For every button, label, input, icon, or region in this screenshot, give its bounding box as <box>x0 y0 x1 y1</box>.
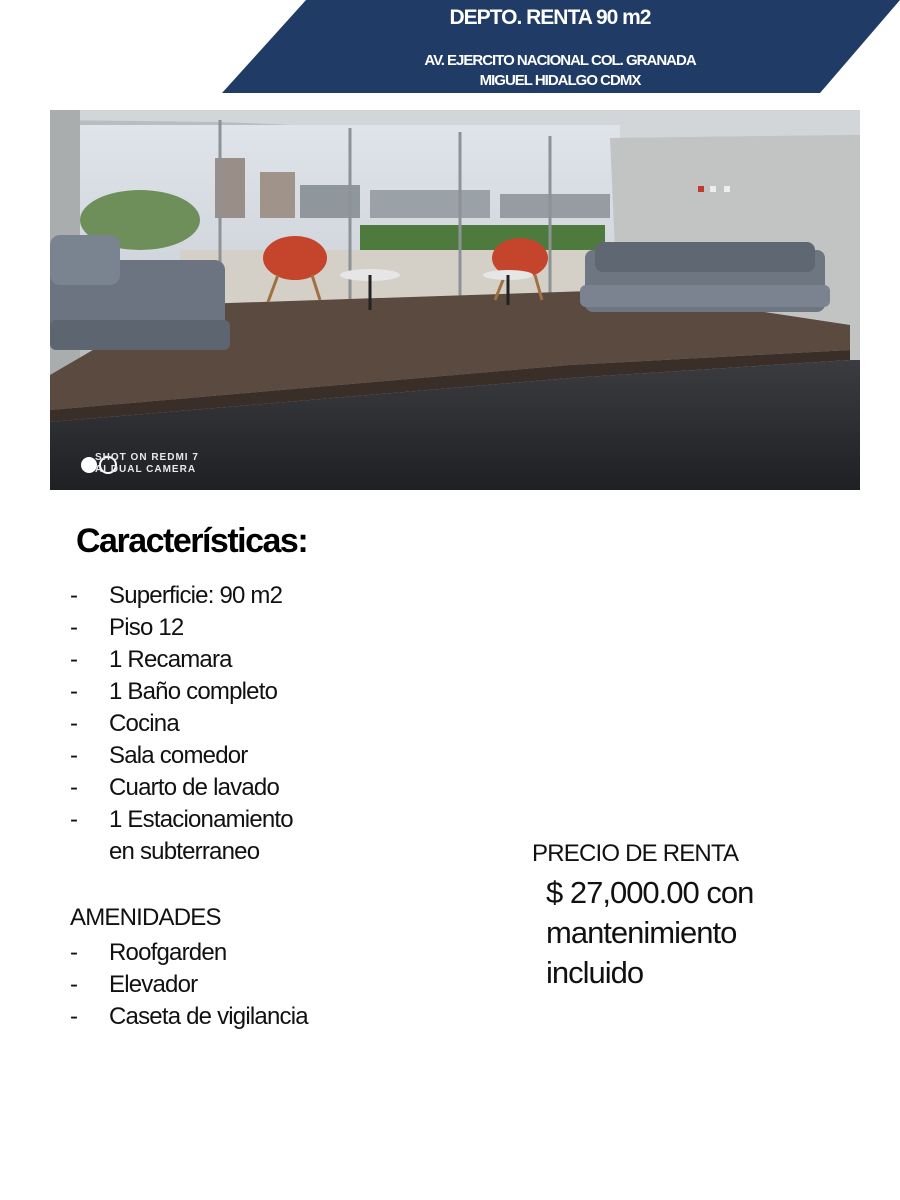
header-banner <box>0 0 900 95</box>
list-item-continuation: en subterraneo <box>109 838 260 865</box>
list-item: - Sala comedor <box>70 742 248 769</box>
address-line-1: AV. EJERCITO NACIONAL COL. GRANADA <box>424 52 696 69</box>
listing-address <box>340 51 780 91</box>
camera-watermark-line-1: SHOT ON REDMI 7 <box>95 452 199 463</box>
list-item: - 1 Baño completo <box>70 678 278 705</box>
list-item: - Roofgarden <box>70 939 227 966</box>
address-line-2: MIGUEL HIDALGO CDMX <box>479 72 641 89</box>
property-photo <box>50 110 860 490</box>
list-item: - Piso 12 <box>70 614 184 641</box>
camera-watermark <box>95 452 199 476</box>
camera-watermark-line-2: AI DUAL CAMERA <box>95 464 197 475</box>
list-item: - Cuarto de lavado <box>70 774 279 801</box>
price-line-1: $ 27,000.00 con <box>546 875 754 910</box>
amenities-list <box>70 937 308 1033</box>
listing-title: DEPTO. RENTA 90 m2 <box>449 6 651 29</box>
list-item: - 1 Estacionamiento <box>70 806 293 833</box>
list-item: - Caseta de vigilancia <box>70 1003 308 1030</box>
price-line-2: mantenimiento <box>546 915 737 950</box>
features-title: Características: <box>76 522 308 560</box>
price-label: PRECIO DE RENTA <box>532 840 739 867</box>
list-item: - Elevador <box>70 971 198 998</box>
list-item: - Cocina <box>70 710 179 737</box>
price-value <box>546 873 846 993</box>
list-item: - Superficie: 90 m2 <box>70 582 283 609</box>
list-item: - 1 Recamara <box>70 646 232 673</box>
amenities-title: AMENIDADES <box>70 904 221 931</box>
features-list <box>70 580 293 868</box>
price-line-3: incluido <box>546 955 644 990</box>
